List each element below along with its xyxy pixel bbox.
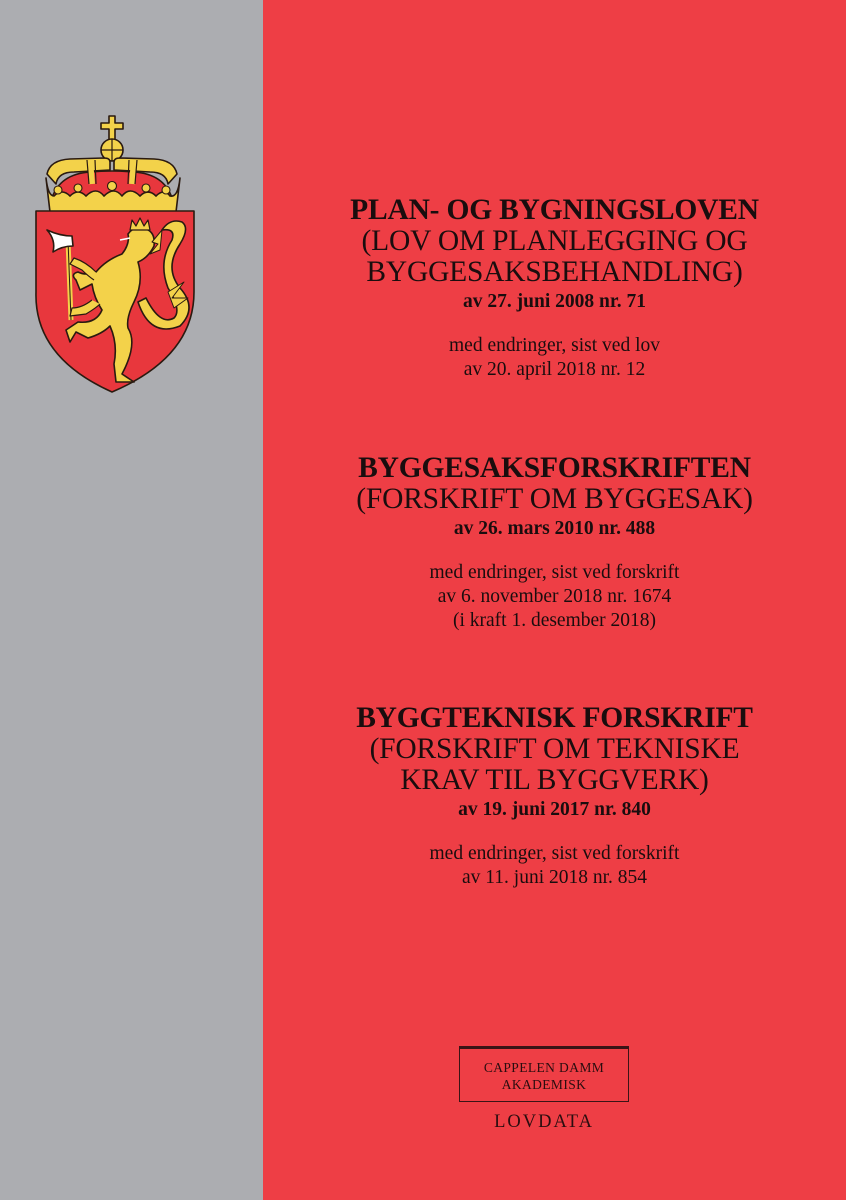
section-subtitle: (FORSKRIFT OM TEKNISKE bbox=[369, 733, 740, 765]
norwegian-coat-of-arms-icon bbox=[30, 112, 200, 397]
publisher-name-line: CAPPELEN DAMM bbox=[483, 1060, 605, 1075]
section-amendment: av 20. april 2018 nr. 12 bbox=[463, 359, 646, 380]
section-byggteknisk-forskrift bbox=[263, 702, 846, 890]
section-amendment: med endringer, sist ved forskrift bbox=[429, 562, 680, 583]
section-subtitle: (LOV OM PLANLEGGING OG bbox=[361, 225, 748, 257]
section-title: BYGGTEKNISK FORSKRIFT bbox=[356, 702, 753, 734]
section-amendment: med endringer, sist ved lov bbox=[449, 335, 660, 356]
section-subtitle: (FORSKRIFT OM BYGGESAK) bbox=[356, 483, 753, 515]
section-amendment: med endringer, sist ved forskrift bbox=[429, 843, 680, 864]
section-date: av 27. juni 2008 nr. 71 bbox=[463, 291, 646, 312]
partner-logo-lovdata: LOVDATA bbox=[494, 1112, 594, 1132]
publisher-logo-cappelen-damm-akademisk bbox=[459, 1046, 629, 1102]
section-amendment: (i kraft 1. desember 2018) bbox=[452, 610, 657, 631]
section-date: av 26. mars 2010 nr. 488 bbox=[453, 518, 656, 539]
section-subtitle: BYGGESAKSBEHANDLING) bbox=[366, 256, 743, 288]
publisher-name-line: AKADEMISK bbox=[501, 1077, 587, 1092]
section-subtitle: KRAV TIL BYGGVERK) bbox=[400, 764, 709, 796]
section-plan-og-bygningsloven bbox=[263, 194, 846, 382]
section-amendment: av 6. november 2018 nr. 1674 bbox=[437, 586, 672, 607]
section-title: BYGGESAKSFORSKRIFTEN bbox=[358, 452, 751, 484]
section-byggesaksforskriften bbox=[263, 452, 846, 633]
section-date: av 19. juni 2017 nr. 840 bbox=[458, 799, 651, 820]
section-amendment: av 11. juni 2018 nr. 854 bbox=[461, 867, 648, 888]
section-title: PLAN- OG BYGNINGSLOVEN bbox=[350, 194, 759, 226]
